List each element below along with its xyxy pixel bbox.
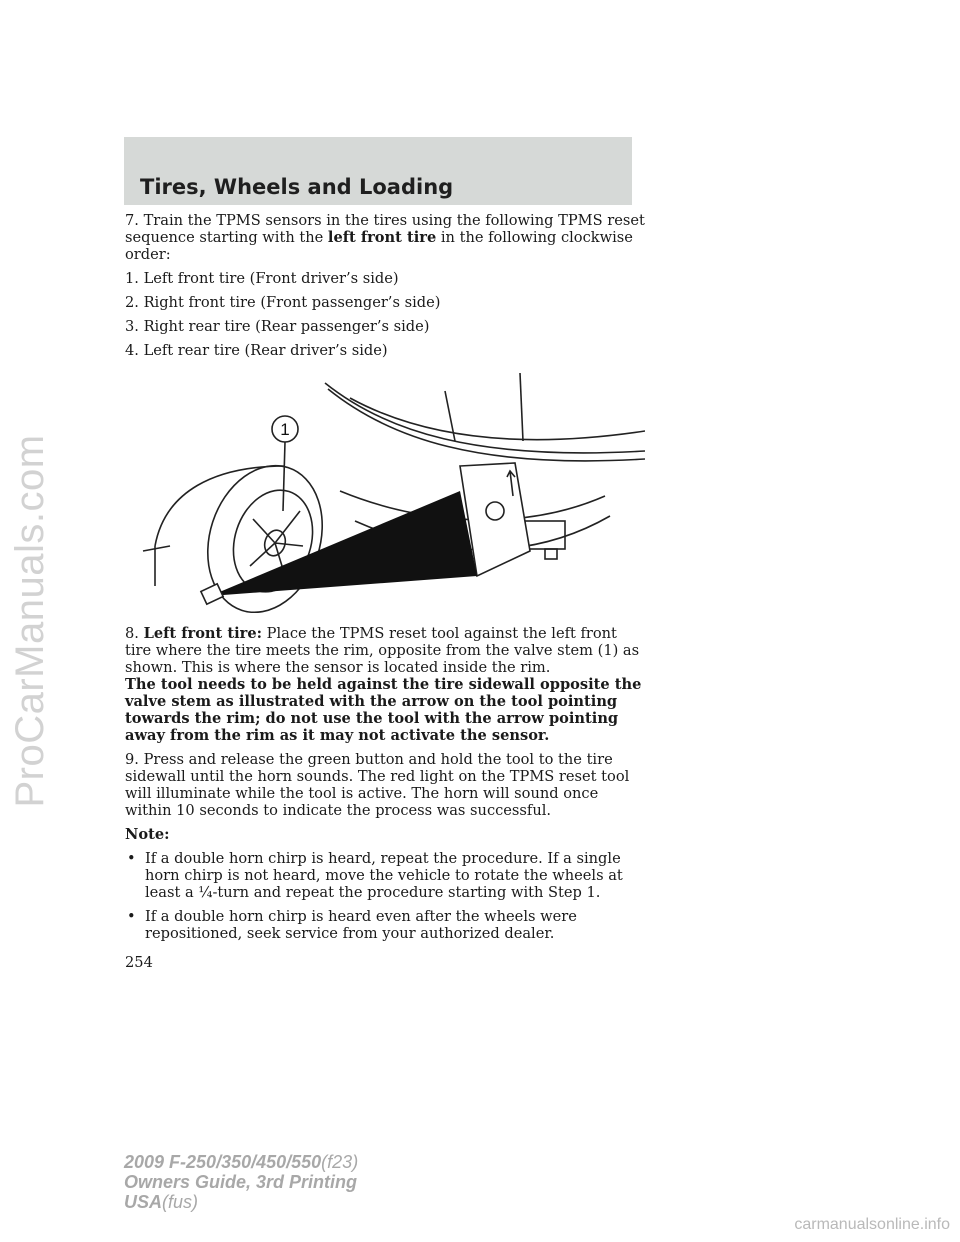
sequence-item: 1. Left front tire (Front driver’s side): [125, 270, 399, 287]
side-watermark: ProCarManuals.com: [8, 434, 52, 808]
print-footer: [124, 1152, 358, 1212]
page-number: 254: [125, 954, 153, 971]
footer-market: USA: [124, 1192, 163, 1212]
note-bullet: [125, 908, 645, 942]
sequence-item: 2. Right front tire (Front passenger’s side): [125, 294, 441, 311]
note-bullet: [125, 850, 645, 901]
footer-market-code: (fus): [162, 1192, 199, 1212]
sequence-item: 3. Right rear tire (Rear passenger’s side): [125, 318, 430, 335]
step-8-lead: Left front tire:: [143, 625, 263, 642]
footer-model: 2009 F-250/350/450/550: [124, 1152, 322, 1172]
page-content: [125, 212, 645, 971]
footer-line-2: Owners Guide, 3rd Printing: [124, 1172, 358, 1192]
bullet-text: If a double horn chirp is heard, repeat the procedure. If a single horn chirp is not heard, move the vehicle to rotate the wheels at least a ¼-turn and repeat the procedure starting with Step 1.: [145, 850, 623, 901]
tpms-tool-illustration: [125, 371, 645, 613]
bullet-text: If a double horn chirp is heard even after the wheels were repositioned, seek service from your authorized dealer.: [145, 908, 577, 942]
callout-label: 1: [280, 420, 290, 439]
footer-code: (f23): [321, 1152, 359, 1172]
illustration-svg: [125, 371, 645, 613]
step-7-paragraph: [125, 212, 645, 263]
footer-line-3: [124, 1192, 358, 1212]
warning-text: The tool needs to be held against the tire sidewall opposite the valve stem as illustrated with the arrow on the tool pointing towards the rim; do not use the tool with the arrow pointing away from the rim as it may not activate the sensor.: [125, 676, 642, 744]
step-7-bold: left front tire: [327, 229, 437, 246]
note-label: [125, 826, 645, 843]
section-header: [124, 137, 632, 205]
bullet-dot: •: [127, 908, 136, 925]
footer-line-1: [124, 1152, 358, 1172]
step-8-text: Place the TPMS reset tool against the left front tire where the tire meets the rim, opposite from the valve stem (1) as shown. This is where the sensor is located inside the rim.: [125, 625, 640, 676]
step-7-text: 7. Train the TPMS sensors in the tires using the following TPMS reset sequence starting with the: [125, 212, 645, 246]
step-9-paragraph: 9. Press and release the green button and hold the tool to the tire sidewall until the horn sounds. The red light on the TPMS reset tool will illuminate while the tool is active. The horn will sound once within 10 seconds to indicate the process was successful.: [125, 751, 630, 819]
note-label-text: Note:: [125, 826, 170, 843]
step-8-number: 8.: [125, 625, 144, 642]
bullet-dot: •: [127, 850, 136, 867]
site-watermark: carmanualsonline.info: [794, 1216, 950, 1233]
step-8-paragraph: [125, 625, 645, 676]
section-title: Tires, Wheels and Loading: [140, 175, 454, 199]
step-8-warning: [125, 676, 645, 744]
step-7-text-end: in the following clockwise order:: [125, 229, 633, 263]
sequence-item: 4. Left rear tire (Rear driver’s side): [125, 342, 388, 359]
